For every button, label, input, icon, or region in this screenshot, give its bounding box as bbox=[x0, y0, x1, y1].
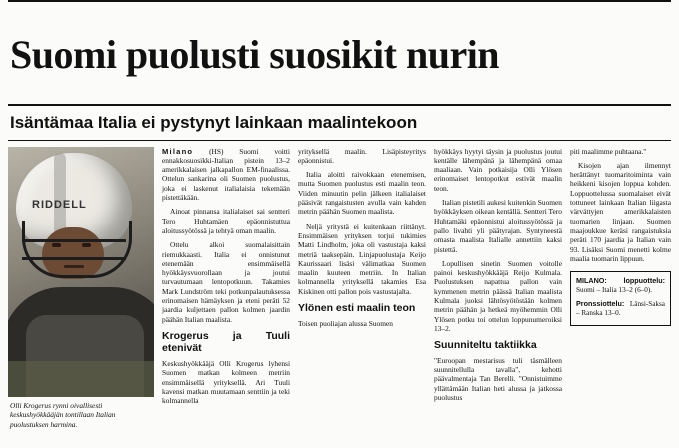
article-photo bbox=[8, 147, 154, 397]
paragraph: "Euroopan mestarisus tuli täsmälleen suunnitellulla tavalla", kehotti päävalmentaja Tan Berelli. "Onnistuimme yllättämään Italian heti alussa ja jatkossa puolustus bbox=[434, 355, 562, 402]
paragraph: hyökkäys hyytyi täysin ja puolustus joutui kentälle lähempänä ja lähempänä omaa maaliaan. Vain potkaisija Olli Ylösen erinomaiset lentopotkut estivät maalin teon. bbox=[434, 146, 562, 193]
text-column-1 bbox=[162, 147, 290, 430]
results-bronze-label: Pronssiottelu: bbox=[576, 298, 625, 308]
article-body bbox=[0, 141, 679, 430]
paragraph: Keskushyökkääjä Olli Krogerus lyhensi Suomen matkan kolmeen metriin ensimmäisellä yrityksellä. Ari Tuuli kavensi matkan muutamaan senttiin ja teki kolmannella bbox=[162, 358, 290, 406]
dateline-city: Milano bbox=[162, 146, 194, 156]
field-grass bbox=[8, 361, 154, 397]
paragraph: yrityksellä maalin. Lisäpisteyritys epäonnistui. bbox=[298, 146, 426, 165]
paragraph: Ainoat pinnansa italialaiset sai sentteri Tero Huhtamäen epäonnistuttua aloitussyötössä ja tehtyä oman maalin. bbox=[162, 207, 290, 235]
results-line-1 bbox=[576, 276, 665, 295]
subheadline: Isäntämaa Italia ei pystynyt lainkaan maalintekoon bbox=[10, 112, 418, 132]
paragraph: Neljä yritystä ei kuitenkaan riittänyt. Ensimmäisen yrityksen torjui tukimies Matti Lindholm, joka oli vastustaja kaksi metriä taaksepäin. Linjapuolustaja Keijo Kaurissaari lisäsi välimatkaa Suomen maalin kuuteen metriin. In Italian kolmannella yrityksellä takamies Esa Kiskinen otti pallon pois vastustajalta. bbox=[298, 221, 426, 296]
section-subtitle-ylonen: Ylönen esti maalin teon bbox=[298, 302, 416, 315]
section-subtitle-taktiikka: Suunniteltu taktiikka bbox=[434, 339, 537, 352]
photo-column bbox=[8, 147, 154, 430]
photo-caption: Olli Krogerus rynni oivallisesti keskushyökkääjän tontillaan Italian puolustuksen harmina. bbox=[10, 400, 116, 429]
text-column-4 bbox=[570, 147, 671, 430]
results-final-label: MILANO: loppuottelu: bbox=[576, 276, 665, 286]
paragraph: piti maalimme puhtaana." bbox=[570, 146, 647, 156]
paragraph: Toisen puoliajan alussa Suomen bbox=[298, 318, 393, 328]
paragraph: Ottelu alkoi suomalaisittain riemukkaasti. Italia ei onnistunut etenemään ensimmäisellä hyökkäysvuorollaan ja joutui turvautumaan lentopotkuun. Takamies Mark Lundström teki potkunpalautuksessa erinomaisen hämäyksen ja eteni peräti 52 jaardia kuljettaen pallon kolmen jaardin päähän Italian maalista. bbox=[162, 240, 290, 324]
results-bronze-value: Länsi-Saksa – Ranska 13–0. bbox=[576, 299, 665, 317]
top-rule bbox=[8, 0, 671, 2]
text-column-2 bbox=[298, 147, 426, 430]
paragraph: Italia aloitti raivokkaan etenemisen, mutta Suomen puolustus esti maalin teon. Viiden minuutin pelin jälkeen italialaiset pääsivät rangaistusten avulla vain kahden metrin päähän Suomen maalista. bbox=[298, 170, 426, 217]
lead-paragraph-text: (HS) Suomi voitti ennakkosuosikki-Italian pistein 13–2 amerikkalaisen jalkapallon EM-finaalissa. Ottelun sankarina oli Suomen puolustus, joka ei laskenut italialaisia tekemään pistettäkään. bbox=[162, 146, 290, 203]
paragraph: Italian pistetili aukesi kuitenkin Suomen hyökkäyksen oikean kentällä. Sentteri Tero Huhtamäki epäonnistui aloitussyötössä ja pallo livahti yli päätyrajan. Syntyneestä omasta maalista Italialle annettiin kaksi pistettä. bbox=[434, 198, 562, 254]
text-column-3 bbox=[434, 147, 562, 430]
facemask-bar-upper bbox=[22, 239, 126, 242]
results-final-value: Suomi – Italia 13–2 (6–0). bbox=[576, 286, 653, 295]
lead-paragraph bbox=[162, 147, 290, 203]
results-box bbox=[570, 271, 671, 326]
helmet-brand-label: RIDDELL bbox=[32, 198, 87, 211]
paragraph: Lopullisen sinetin Suomen voitolle painoi keskushyökkääjä Reijo Kulmala. Puolustuksen napattua pallon vain kymmenen metrin päässä Italian maalista Kulmala juoksi lähtösyötöstään kolmen metrin päähän ja hetkeä myöhemmin Olli Ylösen potku toi ottelun loppunumeroiksi 13–2. bbox=[434, 258, 562, 333]
facemask-bar-lower bbox=[22, 257, 126, 260]
paragraph: Kisojen ajan ilmennyt herättänyt tuomaritoiminta vain heikkeni kisojen loppua kohden. Loppuottelussa suomalaiset eivät tottuneet lainkaan Italian liigasta värvättyjen amerikkalaisten tuomarien linjaan. Suomen maajoukkue keräsi rangaistuksia peräti 170 jaardia ja Italian vain 93. Lisäksi Suomi menetti kolme maalia tuomarin lippuun. bbox=[570, 160, 671, 263]
results-line-2 bbox=[576, 299, 665, 318]
facemask-icon bbox=[22, 221, 132, 278]
page-title: Suomi puolusti suosikit nurin bbox=[10, 31, 500, 77]
section-subtitle-krogerus: Krogerus ja Tuuli etenivät bbox=[162, 329, 290, 355]
